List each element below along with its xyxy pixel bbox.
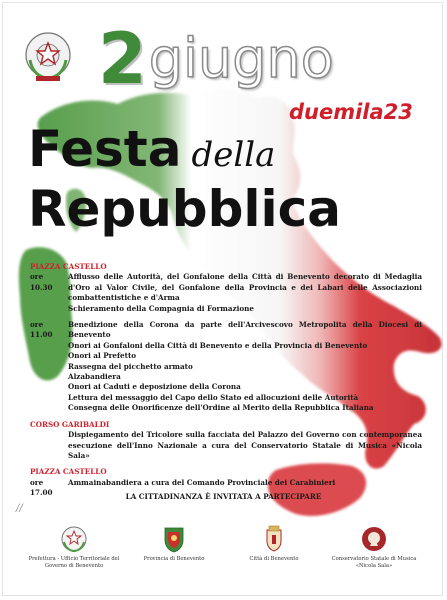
program-row xyxy=(30,430,422,461)
program-item: Onori ai Gonfaloni della Città di Benevento e della Provincia di Benevento xyxy=(68,340,368,350)
program-desc xyxy=(68,320,422,414)
section-place-1: PIAZZA CASTELLO xyxy=(30,262,107,271)
date-year: duemila23 xyxy=(289,100,413,124)
program-time: ore 11.00 xyxy=(30,320,53,340)
program-item: Lettura del messaggio del Capo dello Stato ed allocuzioni delle Autorità xyxy=(68,392,359,402)
footer-logos xyxy=(24,524,424,574)
logo-conservatorio xyxy=(324,524,424,570)
section-place-2: CORSO GARIBALDI xyxy=(30,419,110,429)
prefettura-crest-icon xyxy=(59,524,89,554)
conservatorio-logo-icon xyxy=(359,524,389,554)
logo-provincia xyxy=(124,524,224,563)
title-della: della xyxy=(191,135,276,175)
date-day: 2 xyxy=(98,18,147,100)
signature-mark: // xyxy=(16,503,23,514)
program-item: Ammainabandiera a cura del Comando Provinciale dei Carabinieri xyxy=(68,477,336,487)
event-program xyxy=(30,262,422,499)
logo-caption: Prefettura - Ufficio Territoriale del Governo di Benevento xyxy=(28,556,120,569)
event-date xyxy=(98,18,334,100)
program-time: ore 10.30 xyxy=(30,272,53,292)
logo-caption: Conservatorio Statale di Musica «Nicola Sala» xyxy=(331,556,417,569)
logo-prefettura xyxy=(24,524,124,570)
program-item: Afflusso delle Autorità, del Gonfalone della Città di Benevento decorato di Medaglia d'Oro al Valor Civile, del Gonfalone della Provincia e dei Labari delle Associazioni combattentistiche e d'Arma xyxy=(68,272,422,303)
city-crest-icon xyxy=(259,524,289,554)
logo-caption: Provincia di Benevento xyxy=(143,556,205,562)
invitation-text: LA CITTADINANZA È INVITATA A PARTECIPARE xyxy=(125,492,322,501)
title-festa: Festa xyxy=(28,120,182,178)
program-item: Onori al Prefetto xyxy=(68,351,137,361)
republic-emblem-icon xyxy=(22,30,74,86)
section-place-3: PIAZZA CASTELLO xyxy=(30,467,107,477)
program-item: Consegna delle Onorificenze dell'Ordine al Merito della Repubblica Italiana xyxy=(68,403,374,413)
program-item: Dispiegamento del Tricolore sulla facciata del Palazzo del Governo con contemporanea esecuzione dell'Inno Nazionale a cura del Conservatorio Statale di Musica «Nicola Sala» xyxy=(68,430,422,460)
program-item: Schieramento della Compagnia di Formazione xyxy=(68,303,254,313)
logo-citta xyxy=(224,524,324,563)
logo-caption: Città di Benevento xyxy=(249,556,299,562)
date-month: giugno xyxy=(148,27,334,90)
program-time-empty xyxy=(30,430,68,461)
program-desc xyxy=(68,272,422,314)
program-item: Onori ai Caduti e deposizione della Corona xyxy=(68,382,241,392)
provincia-crest-icon xyxy=(159,524,189,554)
program-item: Rassegna del picchetto armato xyxy=(68,361,193,371)
title-line-1 xyxy=(28,120,276,178)
program-row xyxy=(30,320,422,414)
program-item: Alzabandiera xyxy=(68,372,121,382)
program-time: ore 17.00 xyxy=(30,477,53,498)
title-repubblica: Repubblica xyxy=(28,180,342,238)
program-item: Benedizione della Corona da parte dell'Arcivescovo Metropolita della Diocesi di Benevento xyxy=(68,320,422,340)
program-row xyxy=(30,272,422,314)
